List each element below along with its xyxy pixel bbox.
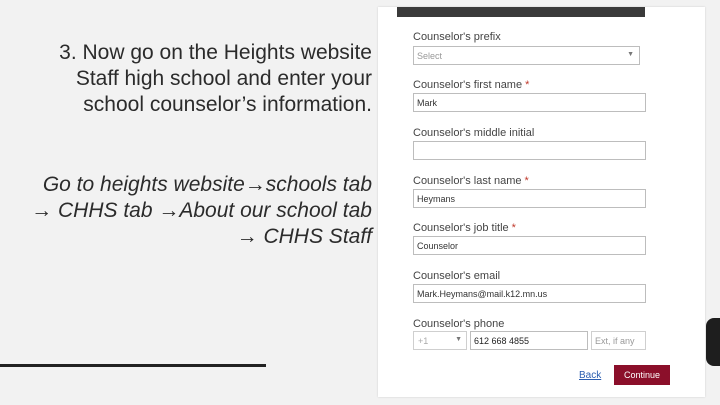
first-name-label-text: Counselor's first name — [413, 79, 523, 91]
job-title-label-text: Counselor's job title — [413, 222, 509, 234]
back-link[interactable]: Back — [579, 370, 602, 381]
first-name-label — [413, 79, 529, 91]
phone-label-text: Counselor's phone — [413, 318, 505, 330]
required-marker: * — [525, 79, 530, 91]
path-step-chhs: CHHS tab — [57, 199, 153, 222]
phone-number-input[interactable]: 612 668 4855 — [470, 331, 588, 350]
prefix-label-text: Counselor's prefix — [413, 31, 501, 43]
middle-initial-input[interactable] — [413, 141, 646, 160]
slide-instruction: 3. Now go on the Heights website Staff high school and enter your school counselor’s information. — [59, 41, 372, 116]
country-code-value: +1 — [418, 336, 429, 346]
navigation-path — [20, 172, 372, 250]
prefix-select-value: Select — [417, 51, 443, 61]
phone-label — [413, 318, 504, 330]
required-marker: * — [511, 222, 516, 234]
side-tab — [706, 318, 720, 366]
email-label-text: Counselor's email — [413, 270, 501, 282]
chevron-down-icon: ▼ — [627, 51, 634, 58]
arrow-icon: → — [158, 199, 180, 222]
first-name-input[interactable]: Mark — [413, 93, 646, 112]
email-label — [413, 270, 500, 282]
arrow-icon: → — [236, 225, 258, 248]
prefix-select[interactable] — [413, 46, 640, 65]
arrow-icon: → — [31, 199, 53, 222]
job-title-input[interactable]: Counselor — [413, 236, 646, 255]
path-step-staff: CHHS Staff — [263, 225, 372, 248]
email-input[interactable]: Mark.Heymans@mail.k12.mn.us — [413, 284, 646, 303]
path-step-about: About our school tab — [179, 199, 372, 222]
prefix-label — [413, 31, 501, 43]
path-step-schools: schools tab — [265, 173, 372, 196]
required-marker: * — [524, 175, 529, 187]
form-screenshot — [378, 7, 705, 397]
last-name-label-text: Counselor's last name — [413, 175, 522, 187]
middle-initial-label — [413, 127, 534, 139]
last-name-input[interactable]: Heymans — [413, 189, 646, 208]
phone-ext-input[interactable]: Ext, if any — [591, 331, 646, 350]
path-prefix: Go to heights website — [42, 173, 245, 196]
chevron-down-icon: ▼ — [455, 336, 462, 343]
phone-country-code-select[interactable] — [413, 331, 467, 350]
continue-button[interactable]: Continue — [614, 365, 670, 385]
arrow-icon: → — [244, 173, 266, 196]
job-title-label — [413, 222, 516, 234]
divider-line — [0, 364, 266, 367]
form-header-bar — [397, 7, 645, 17]
last-name-label — [413, 175, 529, 187]
middle-initial-label-text: Counselor's middle initial — [413, 127, 535, 139]
